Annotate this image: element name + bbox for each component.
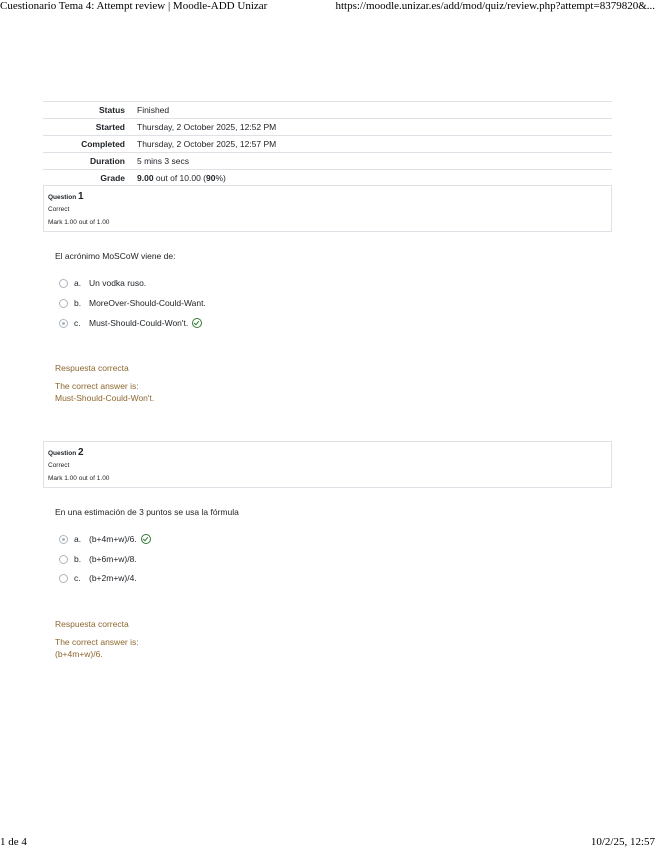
summary-row-duration (43, 153, 612, 170)
summary-value (131, 170, 612, 187)
print-header (0, 0, 655, 12)
summary-row-completed (43, 136, 612, 153)
radio-icon[interactable] (59, 299, 68, 308)
question-state: Correct (48, 462, 70, 469)
grade-score: 9.00 (137, 173, 154, 183)
summary-label: Status (99, 105, 125, 115)
answer-text: (b+6m+w)/8. (89, 554, 137, 564)
question-2-correct-answer: (b+4m+w)/6. (55, 649, 103, 659)
question-2-text: En una estimación de 3 puntos se usa la fórmula (55, 507, 239, 517)
answer-text: (b+4m+w)/6. (89, 534, 137, 544)
summary-label: Duration (90, 156, 125, 166)
question-2-answer-c[interactable] (59, 573, 137, 583)
question-1-answer-b[interactable] (59, 298, 206, 308)
answer-text: MoreOver-Should-Could-Want. (89, 298, 206, 308)
radio-selected-icon[interactable] (59, 535, 68, 544)
summary-value: 5 mins 3 secs (137, 156, 189, 166)
correct-check-icon (141, 534, 151, 544)
answer-text: Un vodka ruso. (89, 278, 147, 288)
summary-value: Thursday, 2 October 2025, 12:57 PM (137, 139, 277, 149)
print-page-url: https://moodle.unizar.es/add/mod/quiz/review.php?attempt=8379820&... (335, 0, 655, 12)
question-1-text: El acrónimo MoSCoW viene de: (55, 251, 176, 261)
print-datetime: 10/2/25, 12:57 (590, 836, 655, 848)
answer-text: Must-Should-Could-Won't. (89, 318, 189, 328)
question-2-feedback: Respuesta correcta (55, 619, 129, 629)
question-1-answer-c[interactable] (59, 318, 202, 328)
answer-text: (b+2m+w)/4. (89, 573, 137, 583)
answer-letter: b. (74, 298, 82, 308)
question-2-correct-label: The correct answer is: (55, 637, 139, 647)
question-num: 2 (77, 447, 84, 458)
summary-value: Thursday, 2 October 2025, 12:52 PM (137, 122, 277, 132)
question-2-answer-b[interactable] (59, 554, 137, 564)
summary-row-started (43, 119, 612, 136)
summary-label: Started (95, 122, 125, 132)
answer-letter: c. (74, 573, 81, 583)
grade-end: %) (215, 173, 226, 183)
summary-label: Grade (100, 173, 125, 183)
grade-percent: 90 (206, 173, 216, 183)
question-prefix: Question (48, 450, 77, 457)
correct-check-icon (192, 318, 202, 328)
answer-letter: a. (74, 534, 82, 544)
answer-letter: c. (74, 318, 81, 328)
print-page-title: Cuestionario Tema 4: Attempt review | Moodle-ADD Unizar (0, 0, 268, 12)
radio-icon[interactable] (59, 279, 68, 288)
radio-selected-icon[interactable] (59, 319, 68, 328)
summary-row-status (43, 102, 612, 119)
summary-label: Completed (81, 139, 125, 149)
grade-mid: out of 10.00 ( (153, 173, 206, 183)
question-1-info (43, 185, 612, 232)
question-1-correct-label: The correct answer is: (55, 381, 139, 391)
question-1-answer-a[interactable] (59, 278, 146, 288)
question-num: 1 (77, 191, 84, 202)
question-number (48, 447, 84, 458)
print-footer (0, 836, 655, 848)
print-page-number: 1 de 4 (0, 836, 27, 848)
question-2-info (43, 441, 612, 488)
question-mark: Mark 1.00 out of 1.00 (48, 475, 110, 482)
question-number (48, 191, 84, 202)
question-prefix: Question (48, 194, 77, 201)
question-mark: Mark 1.00 out of 1.00 (48, 219, 110, 226)
summary-row-grade (43, 170, 612, 187)
question-2-answer-a[interactable] (59, 534, 151, 544)
radio-icon[interactable] (59, 555, 68, 564)
question-1-correct-answer: Must-Should-Could-Won't. (55, 393, 155, 403)
summary-value: Finished (137, 105, 170, 115)
attempt-summary-table (43, 101, 612, 187)
radio-icon[interactable] (59, 574, 68, 583)
answer-letter: a. (74, 278, 82, 288)
question-state: Correct (48, 206, 70, 213)
question-1-feedback: Respuesta correcta (55, 363, 129, 373)
answer-letter: b. (74, 554, 82, 564)
